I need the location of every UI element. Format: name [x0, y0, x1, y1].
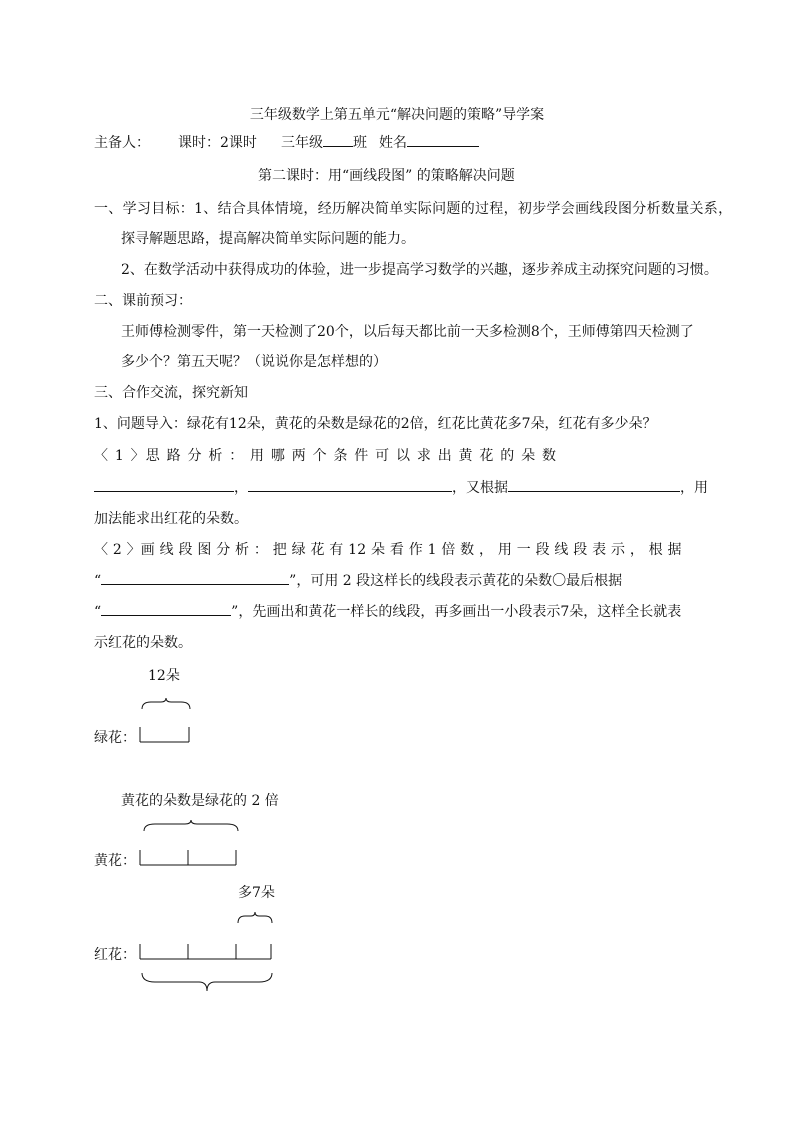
class-blank[interactable] — [323, 132, 353, 147]
preview-line-1: 王师傅检测零件，第一天检测了20个，以后每天都比前一天多检测8个，王师傅第四天检测了 — [121, 324, 694, 340]
yellow-top-brace — [143, 820, 239, 832]
blank-condition-2[interactable] — [248, 477, 452, 492]
analysis-1-line-2: ， ，又根据 ，用 — [94, 477, 708, 497]
question-1: 1、问题导入：绿花有12朵，黄花的朵数是绿花的2倍，红花比黄花多7朵，红花有多少朵？ — [94, 416, 657, 432]
goal-line-3: 2、在数学活动中获得成功的体验，进一步提高学习数学的兴趣，逐步养成主动探究问题的习惯。 — [121, 262, 718, 278]
green-label: 绿花： — [94, 730, 136, 746]
grade-class-name — [281, 132, 479, 152]
analysis-2-line-3: “ ”，先画出和黄花一样长的线段，再多画出一小段表示7朵，这样全长就表 — [94, 601, 681, 621]
yellow-bar — [139, 850, 239, 866]
period-label: 课时：2课时 — [178, 135, 257, 151]
red-total-brace — [141, 972, 275, 992]
lesson-subtitle: 第二课时：用“画线段图” 的策略解决问题 — [258, 168, 515, 184]
blank-relation-1[interactable] — [101, 570, 289, 585]
preparer-label: 主备人： — [94, 135, 150, 151]
goal-line-2: 探寻解题思路，提高解决简单实际问题的能力。 — [121, 231, 415, 247]
name-label: 姓名 — [379, 135, 407, 151]
preview-line-2: 多少个？第五天呢？（说说你是怎样想的） — [121, 354, 387, 370]
red-bar — [139, 944, 275, 960]
analysis-2-line-2: “ ”，可用 2 段这样长的线段表示黄花的朵数〇最后根据 — [94, 570, 622, 590]
page-title: 三年级数学上第五单元“解决问题的策略”导学案 — [249, 107, 545, 123]
analysis-2-line-4: 示红花的朵数。 — [94, 635, 192, 651]
analysis-1-line-3: 加法能求出红花的朵数。 — [94, 511, 248, 527]
analysis-2-line-1: 〈 2 〉画 线 段 图 分 析 ： 把 绿 花 有 12 朵 看 作 1 倍 数 ， 用 一 段 线 段 表 示 ， 根 据 — [94, 542, 682, 558]
grade-label: 三年级 — [281, 135, 323, 151]
red-extra-label: 多7朵 — [238, 885, 275, 901]
blank-condition-1[interactable] — [94, 477, 234, 492]
preview-heading: 二、课前预习： — [94, 293, 192, 309]
goal-line-1: 一、学习目标：1、结合具体情境，经历解决简单实际问题的过程，初步学会画线段图分析数量关系， — [94, 201, 733, 217]
blank-relation-2[interactable] — [101, 601, 231, 616]
green-top-brace — [141, 698, 191, 710]
green-bar — [139, 727, 191, 743]
yellow-quantity-label: 黄花的朵数是绿花的 2 倍 — [121, 793, 279, 809]
blank-condition-3[interactable] — [508, 477, 680, 492]
name-blank[interactable] — [407, 132, 479, 147]
yellow-label: 黄花： — [94, 853, 136, 869]
red-extra-brace — [237, 912, 273, 924]
analysis-1-line-1: 〈 1 〉思 路 分 析 ： 用 哪 两 个 条 件 可 以 求 出 黄 花 的 朵 数 — [94, 448, 558, 464]
red-label: 红花： — [94, 947, 136, 963]
explore-heading: 三、合作交流，探究新知 — [94, 385, 248, 401]
green-quantity-label: 12朵 — [148, 668, 180, 684]
class-suffix: 班 — [353, 135, 367, 151]
